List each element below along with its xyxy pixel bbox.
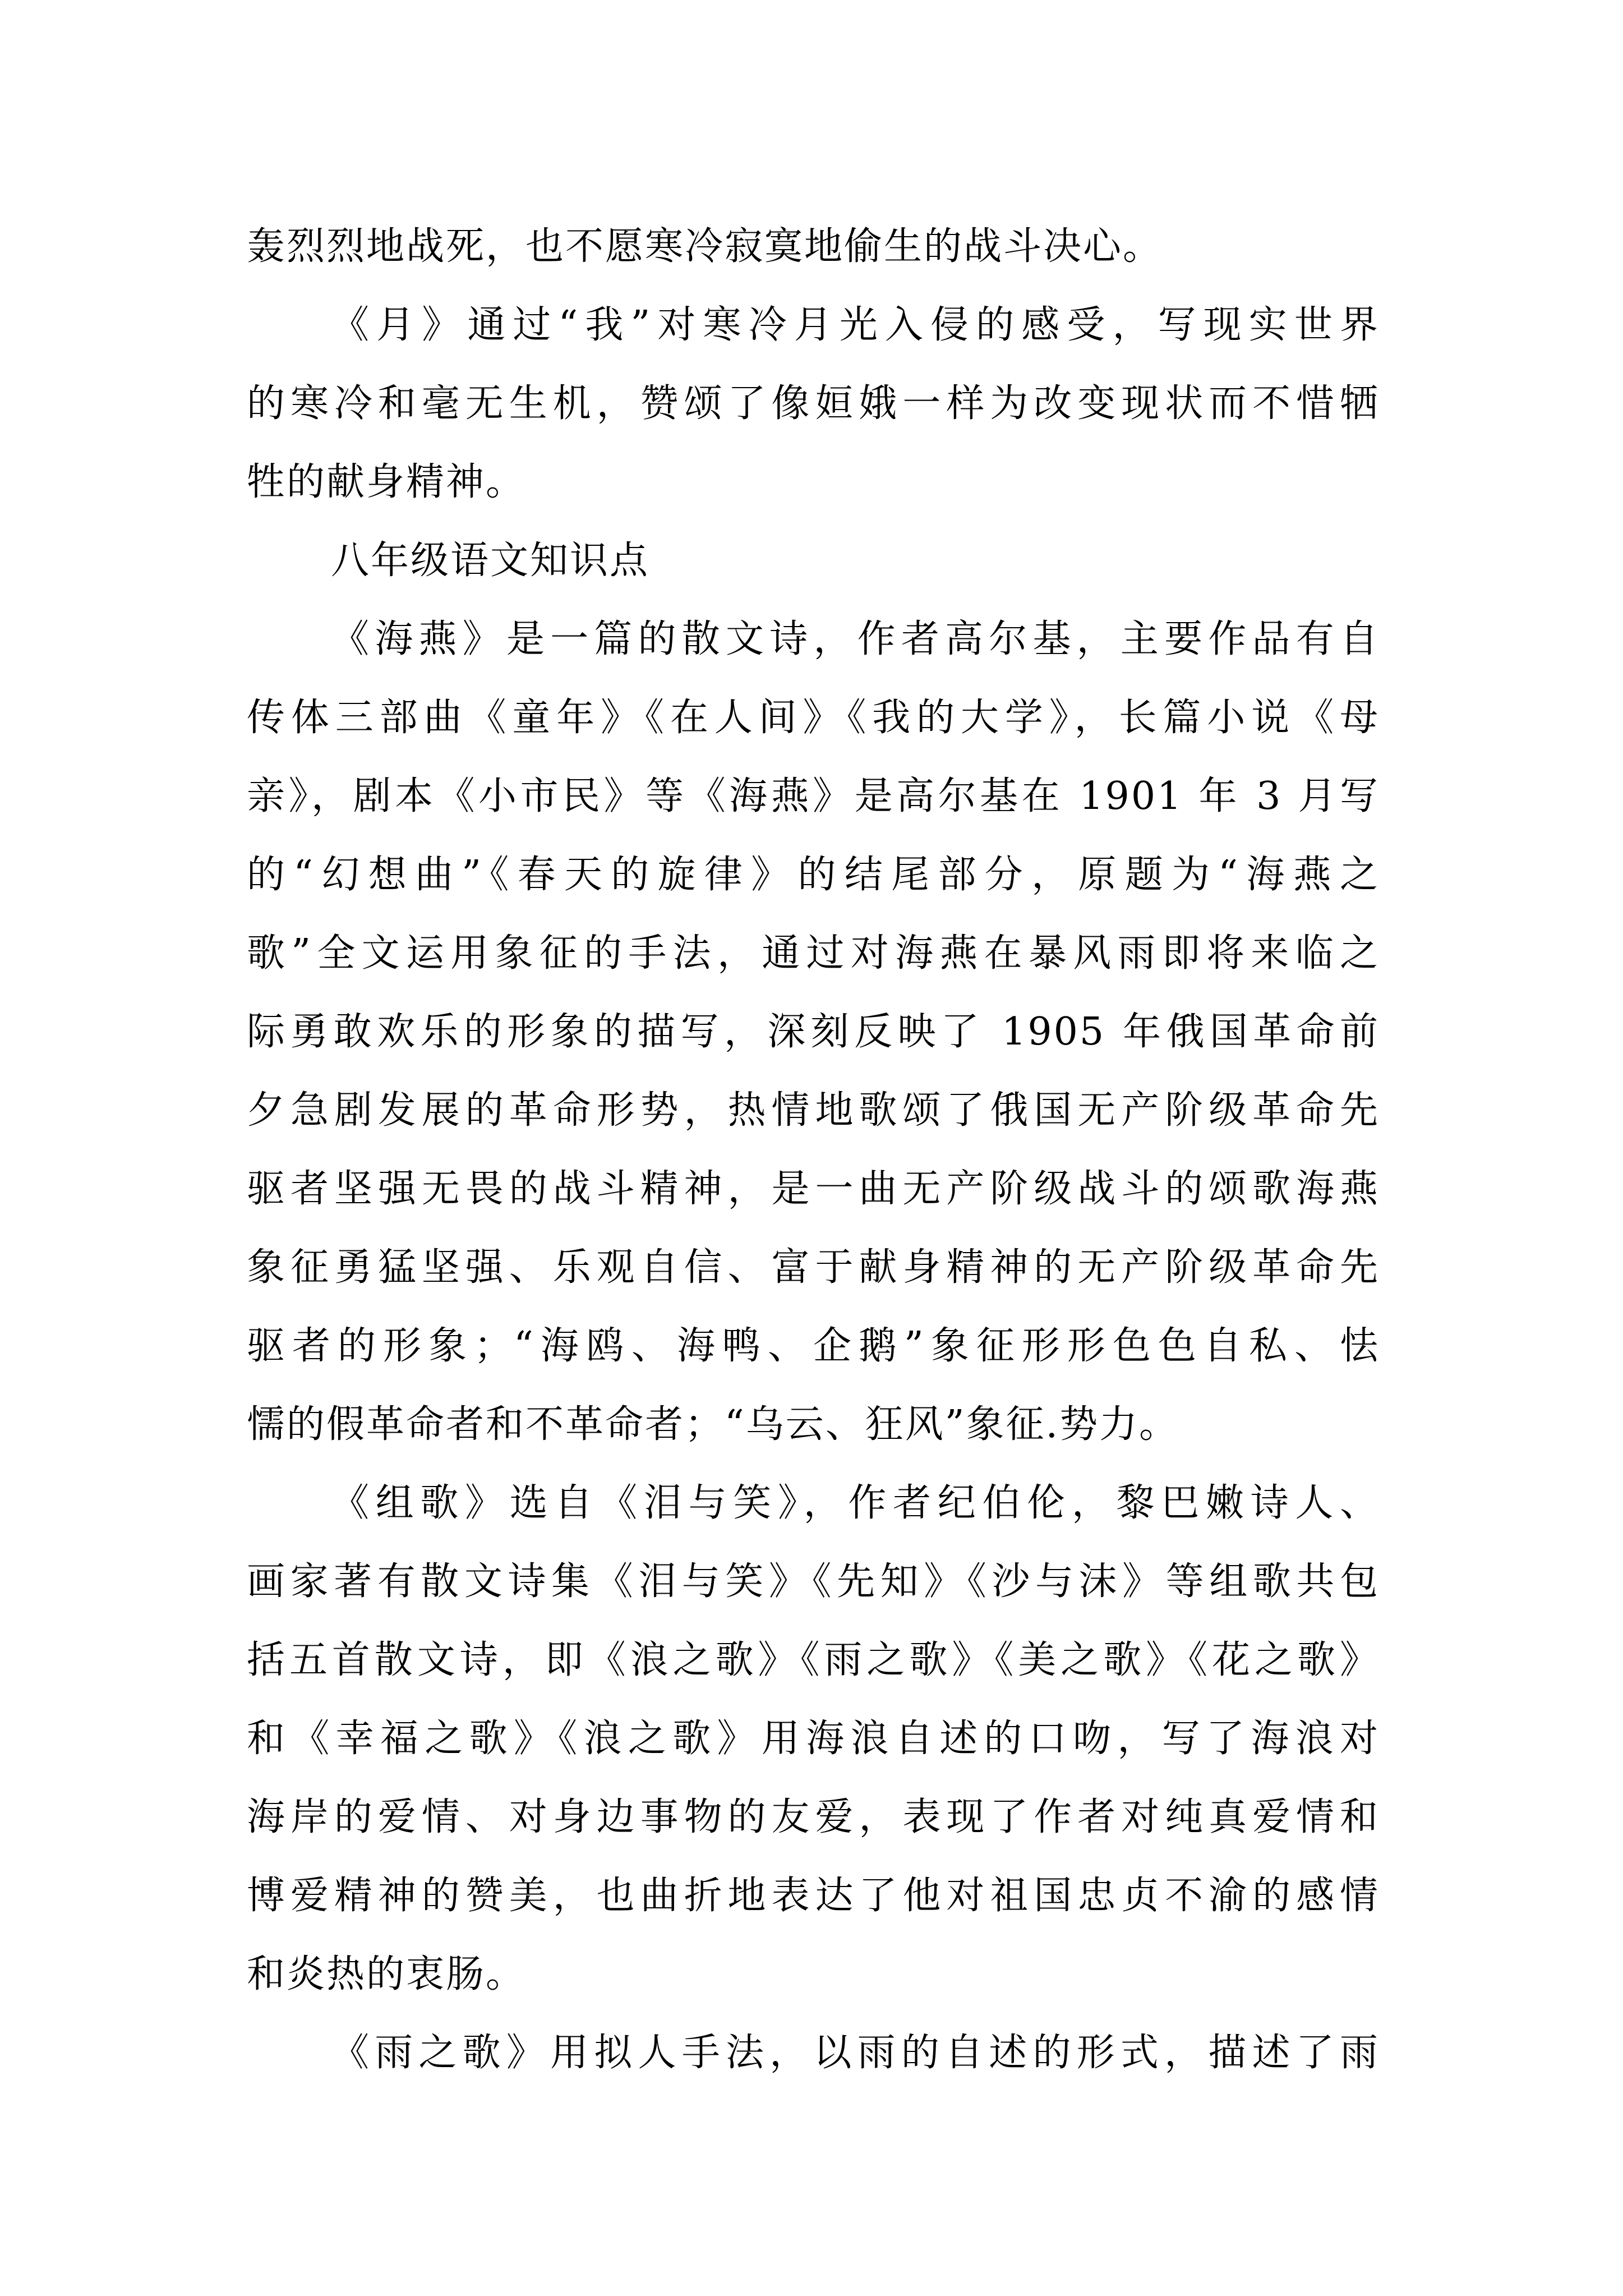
text-line: 海岸的爱情、对身边事物的友爱，表现了作者对纯真爱情和 [247,1795,1380,1839]
text-line: 的寒冷和毫无生机，赞颂了像姮娥一样为改变现状而不惜牺 [247,381,1380,426]
paragraph-start-line: 《雨之歌》用拟人手法，以雨的自述的形式，描述了雨 [331,2031,1380,2075]
text-line: 和炎热的衷肠。 [247,1952,526,1996]
text-line: 博爱精神的赞美，也曲折地表达了他对祖国忠贞不渝的感情 [247,1874,1380,1918]
paragraph-start-line: 《月》通过“我”对寒冷月光入侵的感受，写现实世界 [331,303,1380,347]
text-line: 象征勇猛坚强、乐观自信、富于献身精神的无产阶级革命先 [247,1245,1380,1290]
text-line: 画家著有散文诗集《泪与笑》《先知》《沙与沫》等组歌共包 [247,1559,1380,1604]
text-line: 际勇敢欢乐的形象的描写，深刻反映了 1905 年俄国革命前 [247,1010,1380,1054]
text-line: 括五首散文诗，即《浪之歌》《雨之歌》《美之歌》《花之歌》 [247,1638,1380,1682]
text-line: 夕急剧发展的革命形势，热情地歌颂了俄国无产阶级革命先 [247,1088,1380,1133]
document-page [247,208,1380,2092]
section-heading: 八年级语文知识点 [331,539,650,583]
text-line: 的“幻想曲”《春天的旋律》的结尾部分，原题为“海燕之 [247,853,1380,897]
text-line: 和《幸福之歌》《浪之歌》用海浪自述的口吻，写了海浪对 [247,1717,1380,1761]
text-line: 牲的献身精神。 [247,460,526,504]
paragraph-start-line: 《海燕》是一篇的散文诗，作者高尔基，主要作品有自 [331,617,1380,661]
text-line: 传体三部曲《童年》《在人间》《我的大学》，长篇小说《母 [247,696,1380,740]
text-line: 歌”全文运用象征的手法，通过对海燕在暴风雨即将来临之 [247,931,1380,976]
paragraph-start-line: 《组歌》选自《泪与笑》，作者纪伯伦，黎巴嫩诗人、 [331,1481,1380,1525]
text-line: 驱者坚强无畏的战斗精神，是一曲无产阶级战斗的颂歌海燕 [247,1167,1380,1211]
text-line: 驱者的形象；“海鸥、海鸭、企鹅”象征形形色色自私、怯 [247,1324,1380,1368]
text-line: 亲》，剧本《小市民》等《海燕》是高尔基在 1901 年 3 月写 [247,774,1380,818]
text-line: 轰烈烈地战死，也不愿寒冷寂寞地偷生的战斗决心。 [247,224,1163,269]
text-line: 懦的假革命者和不革命者；“乌云、狂风”象征.势力。 [247,1402,1179,1447]
